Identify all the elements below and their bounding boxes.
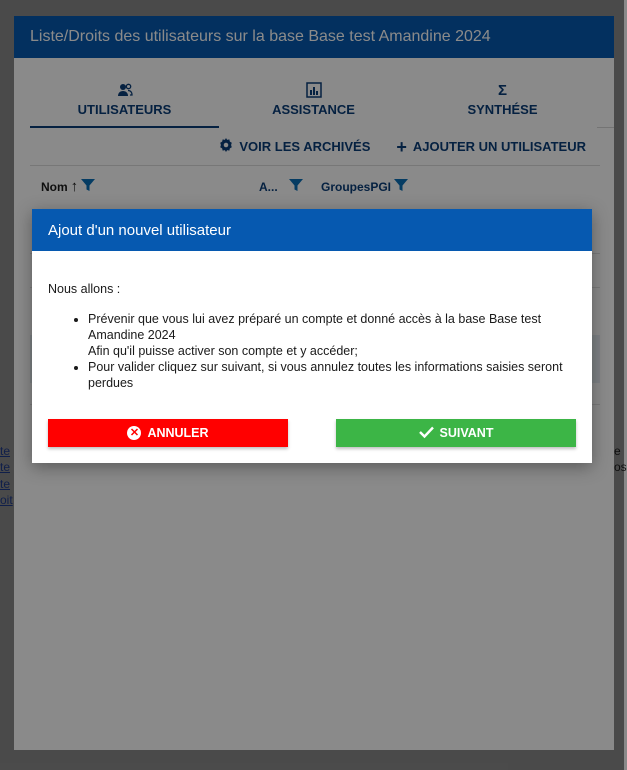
instructions-list xyxy=(48,311,576,391)
new-user-modal xyxy=(32,209,592,463)
sigma-icon: Σ xyxy=(497,82,507,99)
column-label: GroupesPGI xyxy=(321,179,392,194)
column-label: A... xyxy=(259,179,278,194)
list-item xyxy=(88,311,576,359)
tab-label: ASSISTANCE xyxy=(272,102,355,117)
bullet-text: Prévenir que vous lui avez préparé un compte et donné accès à la base Base test xyxy=(88,312,542,326)
bullet-text: Amandine 2024 xyxy=(88,328,176,342)
tab-label: SYNTHÉSE xyxy=(467,102,538,117)
modal-intro: Nous allons : xyxy=(48,282,121,296)
background-text: os xyxy=(614,460,627,474)
close-circle-icon: ✕ xyxy=(127,426,141,440)
sort-arrow-up-icon[interactable]: ↑ xyxy=(70,178,79,195)
plus-icon: + xyxy=(396,136,407,157)
add-user-label: AJOUTER UN UTILISATEUR xyxy=(412,139,586,154)
next-button[interactable] xyxy=(336,419,576,447)
modal-body xyxy=(32,251,592,391)
background-link[interactable]: te xyxy=(0,477,11,491)
cancel-button[interactable] xyxy=(48,419,288,447)
tab-label: UTILISATEURS xyxy=(77,102,172,117)
bullet-text: Pour valider cliquez sur suivant, si vous annulez toutes les informations saisies seront perdues xyxy=(88,360,563,390)
check-icon xyxy=(419,426,434,441)
main-dialog-title: Liste/Droits des utilisateurs sur la base Base test Amandine 2024 xyxy=(14,16,614,58)
background-text: e xyxy=(614,444,621,458)
column-label: Nom xyxy=(41,179,68,194)
next-label: SUIVANT xyxy=(439,426,494,440)
background-link[interactable]: oit xyxy=(0,493,13,507)
cancel-label: ANNULER xyxy=(147,426,209,440)
background-link[interactable]: te xyxy=(0,444,11,458)
modal-title: Ajout d'un nouvel utilisateur xyxy=(32,209,592,251)
view-archives-label: VOIR LES ARCHIVÉS xyxy=(239,139,371,154)
bullet-text: Afin qu'il puisse activer son compte et y accéder; xyxy=(88,344,358,358)
list-item xyxy=(88,359,576,391)
background-link[interactable]: te xyxy=(0,460,11,474)
